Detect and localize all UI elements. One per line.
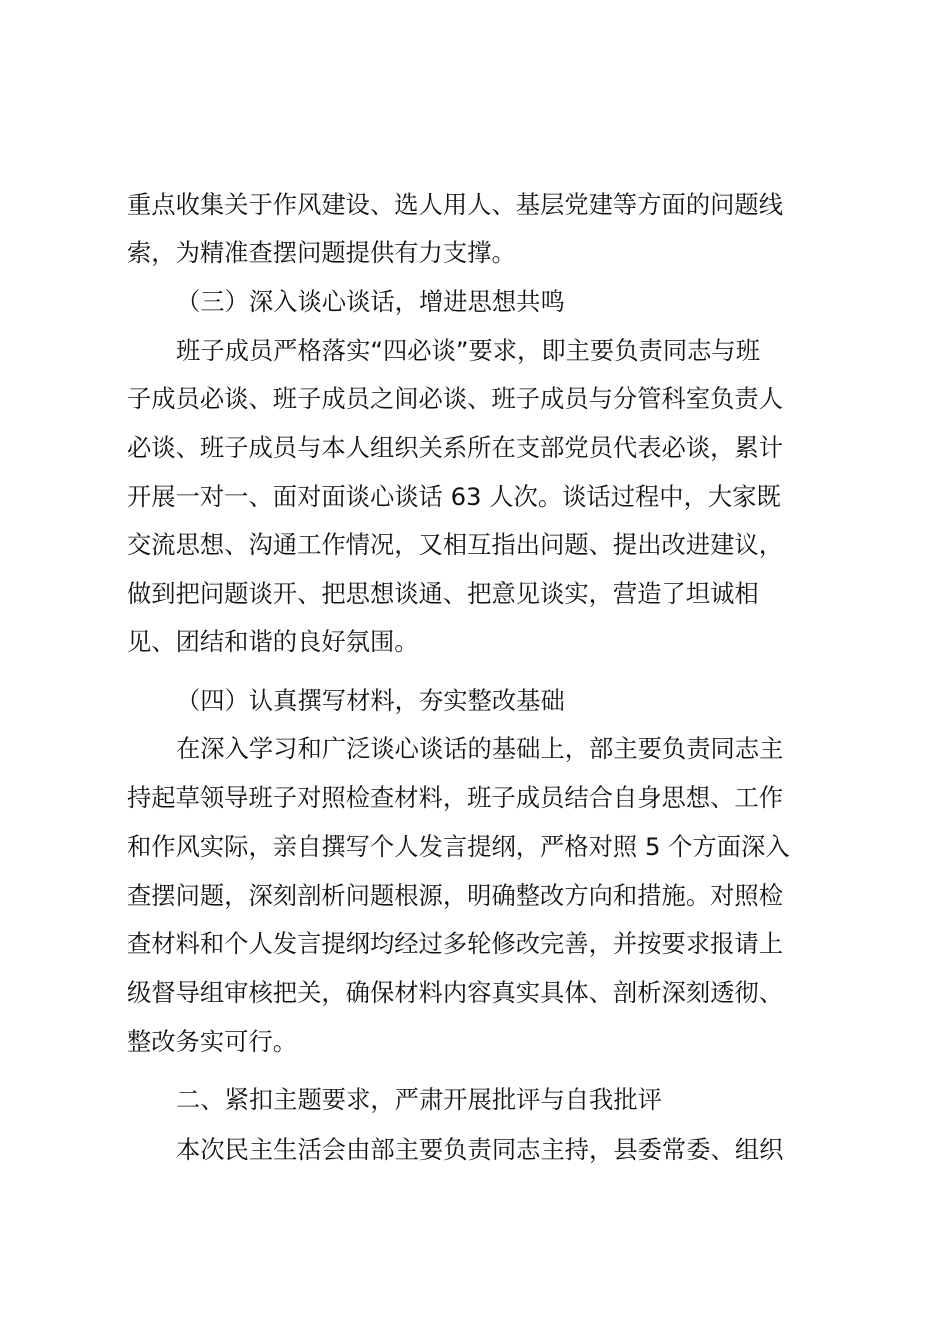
body-text-line: 重点收集关于作风建设、选人用人、基层党建等方面的问题线 [127,190,784,219]
section-heading-4: （四）认真撰写材料，夯实整改基础 [176,686,565,715]
body-text-line: 级督导组审核把关，确保材料内容真实具体、剖析深刻透彻、 [127,978,784,1007]
body-text-line: 和作风实际，亲自撰写个人发言提纲，严格对照 5 个方面深入 [127,832,790,861]
chapter-heading-2: 二、紧扣主题要求，严肃开展批评与自我批评 [176,1085,662,1114]
body-text-line: 持起草领导班子对照检查材料，班子成员结合自身思想、工作 [127,783,784,812]
body-text-line: 子成员必谈、班子成员之间必谈、班子成员与分管科室负责人 [127,384,784,413]
body-text-line: 索，为精准查摆问题提供有力支撑。 [127,238,516,267]
body-text-line: 在深入学习和广泛谈心谈话的基础上，部主要负责同志主 [176,734,784,763]
body-text-line: 开展一对一、面对面谈心谈话 63 人次。谈话过程中，大家既 [127,482,781,511]
body-text-line: 做到把问题谈开、把思想谈通、把意见谈实，营造了坦诚相 [127,579,759,608]
body-text-line: 班子成员严格落实“四必谈”要求，即主要负责同志与班 [176,336,761,365]
body-text-line: 见、团结和谐的良好氛围。 [127,627,419,656]
body-text-line: 本次民主生活会由部主要负责同志主持，县委常委、组织 [176,1135,784,1164]
body-text-line: 查材料和个人发言提纲均经过多轮修改完善，并按要求报请上 [127,929,784,958]
body-text-line: 交流思想、沟通工作情况，又相互指出问题、提出改进建议， [127,530,784,559]
body-text-line: 整改务实可行。 [127,1027,298,1056]
body-text-line: 必谈、班子成员与本人组织关系所在支部党员代表必谈，累计 [127,433,784,462]
section-heading-3: （三）深入谈心谈话，增进思想共鸣 [176,287,565,316]
body-text-line: 查摆问题，深刻剖析问题根源，明确整改方向和措施。对照检 [127,881,784,910]
